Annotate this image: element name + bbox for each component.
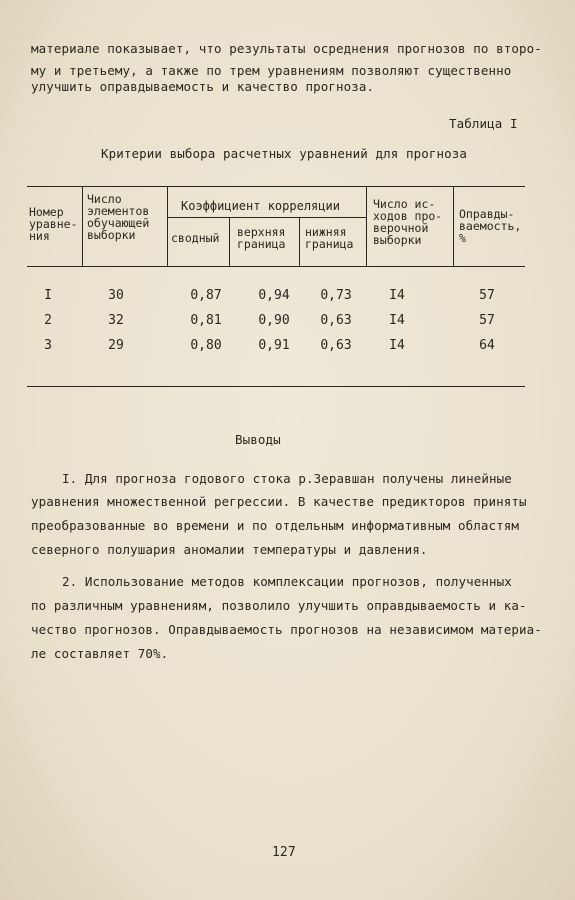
cell-summary: 0,81	[190, 313, 222, 328]
header-upper: верхняя граница	[237, 225, 286, 251]
cell-accuracy: 57	[479, 313, 495, 328]
conclusion-2-line-3: чество прогнозов. Оправдываемость прогнозов на независимом материа-	[31, 622, 542, 637]
table-top-rule	[27, 186, 525, 187]
cell-eq: 3	[44, 338, 52, 353]
cell-outcomes: I4	[389, 288, 405, 303]
cell-accuracy: 64	[479, 338, 495, 353]
cell-summary: 0,87	[190, 288, 222, 303]
header-outcomes: Число ис- ходов про- верочной выборки	[373, 197, 443, 247]
vrule-3	[229, 217, 230, 266]
conclusion-2-line-2: по различным уравнениям, позволило улучшить оправдываемость и ка-	[31, 598, 527, 613]
vrule-4	[299, 217, 300, 266]
table-header-rule	[27, 266, 525, 267]
cell-lower: 0,73	[320, 288, 352, 303]
conclusion-1-line-4: северного полушария аномалии температуры и давления.	[31, 542, 428, 557]
cell-n: 32	[108, 313, 124, 328]
correlation-subrule	[168, 217, 366, 218]
cell-n: 29	[108, 338, 124, 353]
table-caption: Критерии выбора расчетных уравнений для прогноза	[101, 146, 468, 161]
conclusion-2-line-1: 2. Использование методов комплексации прогнозов, полученных	[62, 574, 512, 589]
intro-line-3: улучшить оправдываемость и качество прогноза.	[31, 79, 375, 94]
cell-eq: I	[44, 288, 52, 303]
vrule-2	[167, 186, 168, 266]
header-lower: нижняя граница	[305, 225, 354, 251]
table-bottom-rule	[27, 386, 525, 387]
cell-upper: 0,90	[258, 313, 290, 328]
cell-n: 30	[108, 288, 124, 303]
vrule-1	[82, 186, 83, 266]
cell-outcomes: I4	[389, 338, 405, 353]
cell-upper: 0,94	[258, 288, 290, 303]
cell-eq: 2	[44, 313, 52, 328]
conclusion-1-line-2: уравнения множественной регрессии. В качестве предикторов приняты	[31, 494, 527, 509]
cell-lower: 0,63	[320, 313, 352, 328]
header-accuracy: Оправды- ваемость, %	[459, 207, 522, 245]
vrule-5	[366, 186, 367, 266]
cell-outcomes: I4	[389, 313, 405, 328]
conclusion-1-line-1: I. Для прогноза годового стока р.Зеравшан получены линейные	[62, 471, 512, 486]
cell-accuracy: 57	[479, 288, 495, 303]
intro-line-2: му и третьему, а также по трем уравнениям позволяют существенно	[31, 63, 512, 78]
conclusion-2-line-4: ле составляет 70%.	[31, 646, 169, 661]
header-summary: сводный	[171, 231, 220, 245]
conclusion-1-line-3: преобразованные во времени и по отдельным информативным областям	[31, 518, 520, 533]
page-number: 127	[272, 845, 296, 860]
cell-lower: 0,63	[320, 338, 352, 353]
vrule-6	[453, 186, 454, 266]
table-label: Таблица I	[449, 116, 518, 131]
conclusions-title: Выводы	[235, 432, 281, 447]
cell-summary: 0,80	[190, 338, 222, 353]
header-correlation: Коэффициент корреляции	[181, 199, 340, 213]
intro-line-1: материале показывает, что результаты осреднения прогнозов по второ-	[31, 41, 542, 56]
header-sample-size: Число элементов обучающей выборки	[87, 192, 150, 242]
header-eq-number: Номер уравне- ния	[29, 205, 78, 243]
cell-upper: 0,91	[258, 338, 290, 353]
